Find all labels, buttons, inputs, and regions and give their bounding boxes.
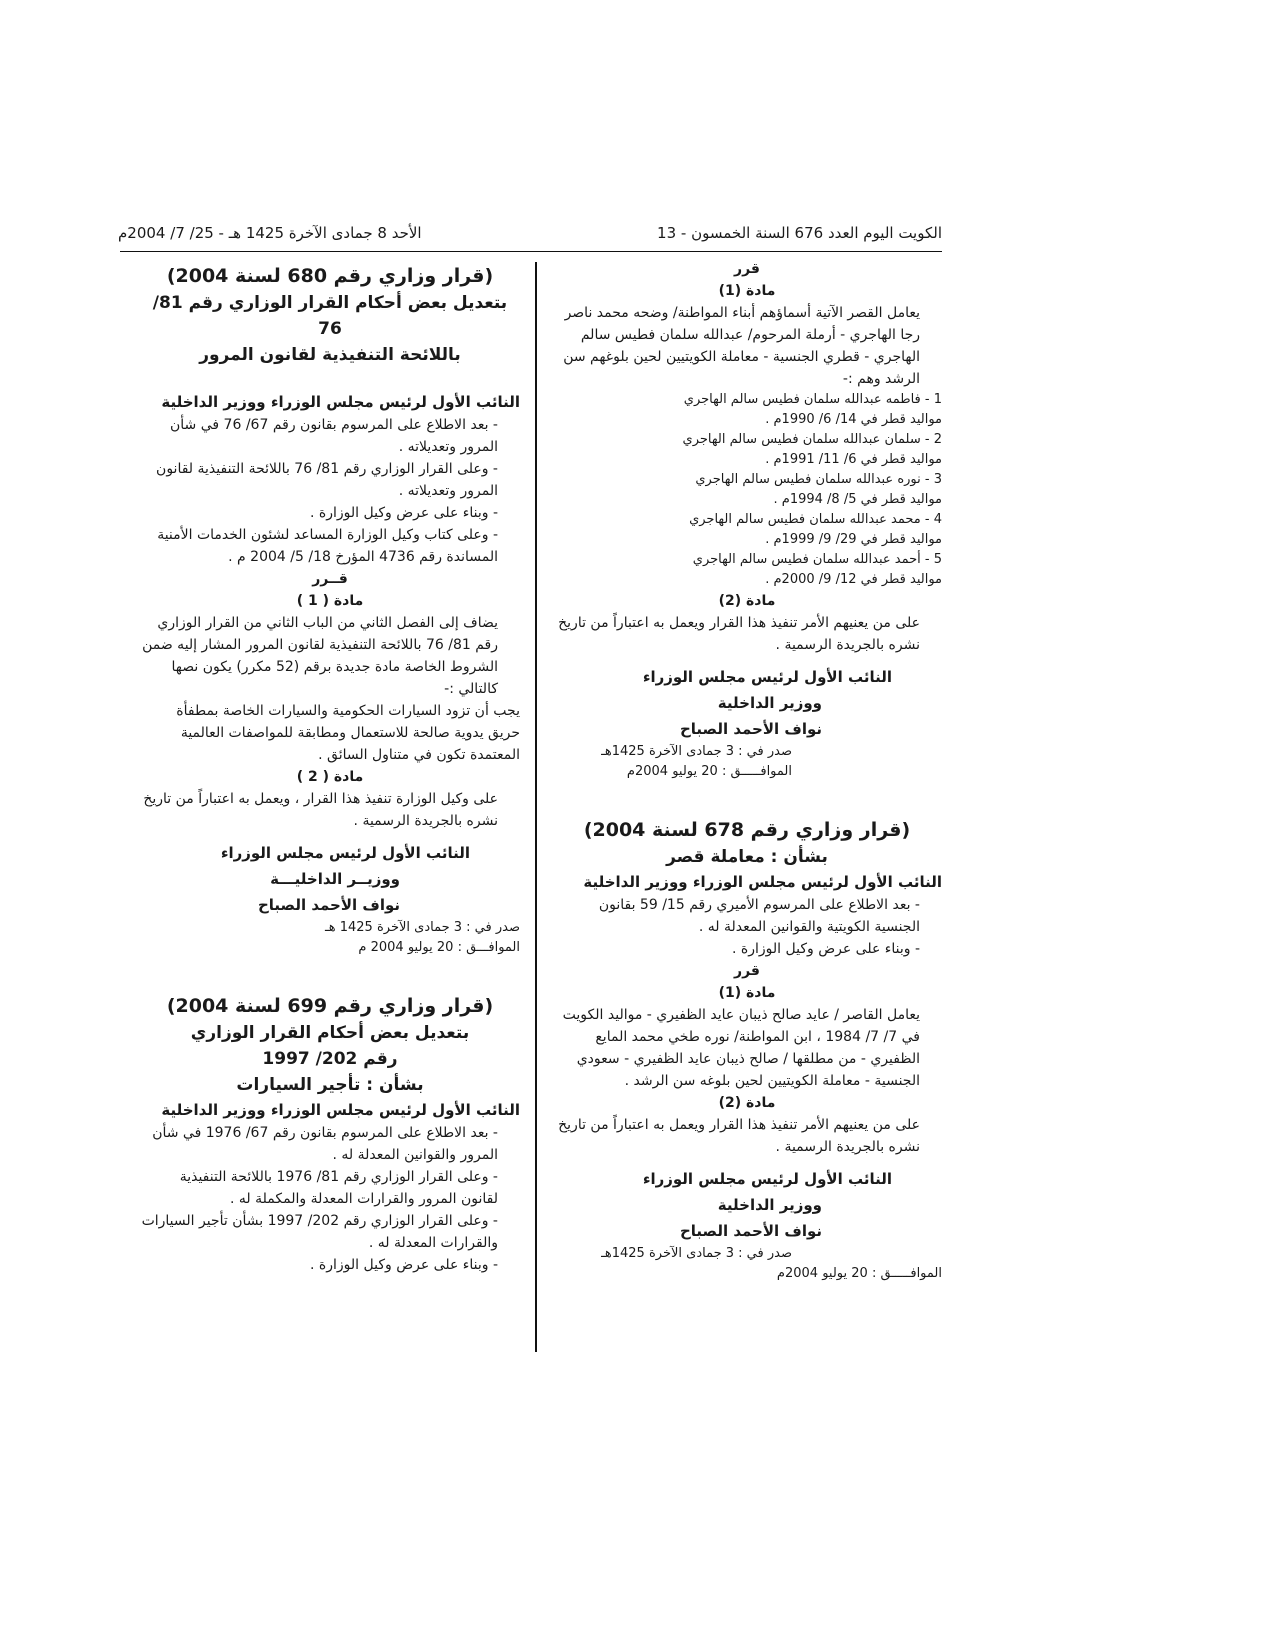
preamble-item: - وبناء على عرض وكيل الوزارة .: [732, 941, 920, 957]
article-title: مادة (2): [718, 593, 776, 609]
preamble-item: - بعد الاطلاع على المرسوم بقانون رقم 67/ 1976 في شأن المرور والقوانين المعدلة له .: [152, 1125, 498, 1163]
list-item: 5 - أحمد عبدالله سلمان فطيس سالم الهاجري: [692, 552, 942, 567]
preamble-item: - وعلى القرار الوزاري رقم 81/ 1976 باللائحة التنفيذية لقانون المرور والقرارات المعدلة والمكملة له .: [179, 1169, 498, 1207]
article-title: مادة (2): [718, 1095, 776, 1111]
signature-title: النائب الأول لرئيس مجلس الوزراء: [220, 844, 470, 862]
list-item-birth: مواليد قطر في 14/ 6/ 1990م .: [765, 412, 942, 427]
signature-ministry: ووزيــر الداخليـــة: [270, 870, 400, 888]
corresponding-date: الموافـــق : 20 يوليو 2004 م: [358, 940, 520, 955]
right-column: [552, 258, 942, 1284]
header-publication: الكويت اليوم العدد 676 السنة الخمسون - 13: [657, 224, 942, 242]
decision-subtitle: بتعديل بعض أحكام القرار الوزاري رقم 81/ 76: [152, 293, 508, 339]
signature-name: نواف الأحمد الصباح: [679, 1222, 822, 1240]
article-title: مادة ( 2 ): [296, 769, 364, 785]
left-column: [140, 262, 520, 1276]
signature-name: نواف الأحمد الصباح: [257, 896, 400, 914]
signature-ministry: ووزير الداخلية: [717, 1196, 822, 1214]
preamble-item: - وعلى كتاب وكيل الوزارة المساعد لشئون الخدمات الأمنية المساندة رقم 4736 المؤرخ 18/ 5/ 2004 م .: [157, 527, 498, 565]
article-text: على من يعنيهم الأمر تنفيذ هذا القرار ويعمل به اعتباراً من تاريخ نشره بالجريدة الرسمية .: [558, 1117, 920, 1155]
decision-subtitle: رقم 202/ 1997: [262, 1049, 398, 1069]
preamble-item: - وعلى القرار الوزاري رقم 81/ 76 باللائحة التنفيذية لقانون المرور وتعديلاته .: [156, 461, 498, 499]
article-new-provision: يجب أن تزود السيارات الحكومية والسيارات الخاصة بمطفأة حريق يدوية صالحة للاستعمال ومطابقة للمواصفات العالمية المعتمدة تكون في متناول السائق .: [176, 703, 520, 763]
preamble-item: - وبناء على عرض وكيل الوزارة .: [310, 505, 498, 521]
decision-subject: بشأن : معاملة قصر: [666, 847, 828, 867]
decision-subtitle: بتعديل بعض أحكام القرار الوزاري: [190, 1023, 470, 1043]
article-text: يضاف إلى الفصل الثاني من الباب الثاني من القرار الوزاري رقم 81/ 76 باللائحة التنفيذية لقانون المرور المشار إليه ضمن الشروط الخاصة مادة جديدة برقم (52 مكرر) يكون نصها كالتالي :-: [142, 615, 498, 697]
header-rule: [120, 251, 942, 252]
article-text: يعامل القاصر / عايد صالح ذيبان عايد الظفيري - مواليد الكويت في 7/ 7/ 1984 ، ابن المواطنة/ نوره طخي محمد المايع الظفيري - من مطلقها / صالح ذيبان عايد الظفيري - سعودي الجنسية - معاملة الكويتيين لحين بلوغه سن الرشد .: [562, 1007, 920, 1089]
issued-date: صدر في : 3 جمادى الآخرة 1425 هـ: [324, 920, 520, 935]
article-text: على من يعنيهم الأمر تنفيذ هذا القرار ويعمل به اعتباراً من تاريخ نشره بالجريدة الرسمية .: [558, 615, 920, 653]
issuing-authority: النائب الأول لرئيس مجلس الوزراء ووزير الداخلية: [583, 873, 942, 891]
signature-title: النائب الأول لرئيس مجلس الوزراء: [642, 1170, 892, 1188]
column-divider: [535, 262, 537, 1352]
article-title: مادة (1): [718, 985, 776, 1001]
corresponding-date: الموافـــــق : 20 يوليو 2004م: [776, 1266, 942, 1281]
issuing-authority: النائب الأول لرئيس مجلس الوزراء ووزير الداخلية: [161, 393, 520, 411]
list-item-birth: مواليد قطر في 6/ 11/ 1991م .: [765, 452, 942, 467]
decision-heading: قرر: [734, 261, 760, 277]
decision-title: (قرار وزاري رقم 699 لسنة 2004): [166, 995, 494, 1017]
article-text: يعامل القصر الآتية أسماؤهم أبناء المواطنة/ وضحه محمد ناصر رجا الهاجري - أرملة المرحوم/ عبدالله سلمان فطيس سالم الهاجري - قطري الجنسية - معاملة الكويتيين لحين بلوغهم سن الرشد وهم :-: [563, 305, 920, 387]
corresponding-date: الموافـــــق : 20 يوليو 2004م: [626, 764, 792, 779]
list-item: 2 - سلمان عبدالله سلمان فطيس سالم الهاجري: [682, 432, 942, 447]
signature-title: النائب الأول لرئيس مجلس الوزراء: [642, 668, 892, 686]
decision-title: (قرار وزاري رقم 680 لسنة 2004): [166, 265, 494, 287]
article-title: مادة ( 1 ): [296, 593, 364, 609]
list-item: 3 - نوره عبدالله سلمان فطيس سالم الهاجري: [695, 472, 942, 487]
preamble-item: - بعد الاطلاع على المرسوم الأميري رقم 15/ 59 بقانون الجنسية الكويتية والقوانين المعدلة له .: [598, 897, 920, 935]
preamble-item: - وعلى القرار الوزاري رقم 202/ 1997 بشأن تأجير السيارات والقرارات المعدلة له .: [141, 1213, 498, 1251]
preamble-item: - بعد الاطلاع على المرسوم بقانون رقم 67/ 76 في شأن المرور وتعديلاته .: [170, 417, 498, 455]
list-item: 4 - محمد عبدالله سلمان فطيس سالم الهاجري: [689, 512, 942, 527]
issuing-authority: النائب الأول لرئيس مجلس الوزراء ووزير الداخلية: [161, 1101, 520, 1119]
article-text: على وكيل الوزارة تنفيذ هذا القرار ، ويعمل به اعتباراً من تاريخ نشره بالجريدة الرسمية .: [143, 791, 498, 829]
list-item-birth: مواليد قطر في 5/ 8/ 1994م .: [773, 492, 942, 507]
list-item-birth: مواليد قطر في 12/ 9/ 2000م .: [765, 572, 942, 587]
article-title: مادة (1): [718, 283, 776, 299]
decision-subject: بشأن : تأجير السيارات: [236, 1075, 424, 1095]
signature-ministry: ووزير الداخلية: [717, 694, 822, 712]
preamble-item: - وبناء على عرض وكيل الوزارة .: [310, 1257, 498, 1273]
header-date: الأحد 8 جمادى الآخرة 1425 هـ - 25/ 7/ 2004م: [118, 224, 422, 242]
list-item-birth: مواليد قطر في 29/ 9/ 1999م .: [765, 532, 942, 547]
issued-date: صدر في : 3 جمادى الآخرة 1425هـ: [601, 1246, 792, 1261]
list-item: 1 - فاطمه عبدالله سلمان فطيس سالم الهاجري: [683, 392, 942, 407]
issued-date: صدر في : 3 جمادى الآخرة 1425هـ: [601, 744, 792, 759]
decision-heading: قرر: [734, 963, 760, 979]
decision-heading: قــرر: [312, 571, 348, 587]
decision-title: (قرار وزاري رقم 678 لسنة 2004): [583, 819, 911, 841]
signature-name: نواف الأحمد الصباح: [679, 720, 822, 738]
decision-subtitle: باللائحة التنفيذية لقانون المرور: [199, 345, 461, 365]
